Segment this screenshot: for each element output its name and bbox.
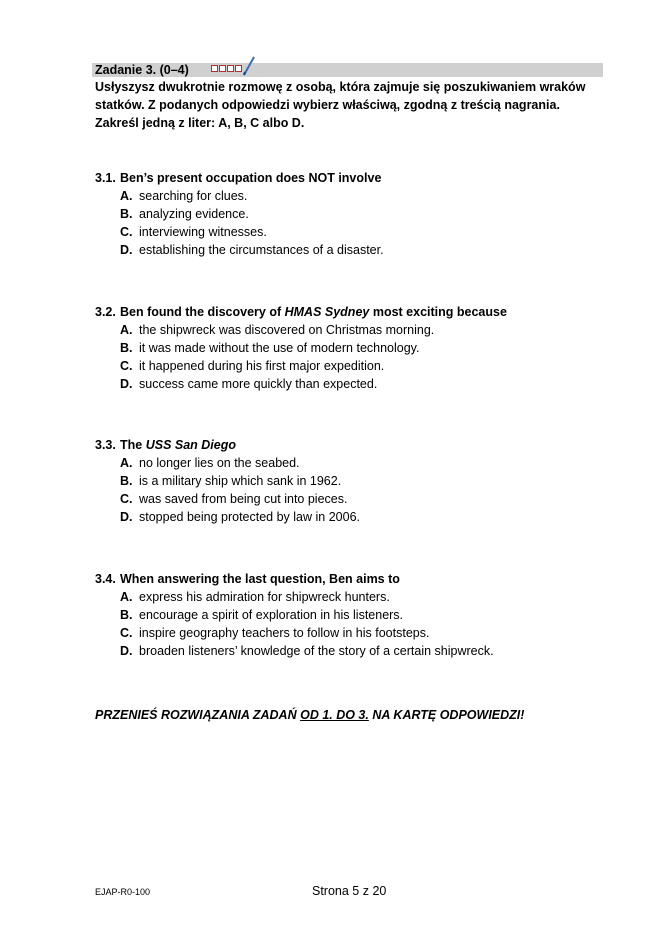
option-text: analyzing evidence. [139,207,249,221]
option-letter[interactable]: B. [120,207,133,221]
option-letter[interactable]: D. [120,243,133,257]
pen-icon [242,55,256,77]
option-letter[interactable]: D. [120,377,133,391]
score-box [219,65,226,72]
option-text: is a military ship which sank in 1962. [139,474,342,488]
option-text: it was made without the use of modern technology. [139,341,420,355]
option-c[interactable] [95,624,615,642]
option-c[interactable] [95,223,615,241]
option-letter[interactable]: B. [120,341,133,355]
option-c[interactable] [95,357,615,375]
score-box [227,65,234,72]
option-letter[interactable]: A. [120,590,133,604]
question-stem [95,570,615,588]
option-b[interactable] [95,606,615,624]
option-text: express his admiration for shipwreck hunters. [139,590,390,604]
page-number: Strona 5 z 20 [312,884,387,898]
option-d[interactable] [95,642,615,660]
option-c[interactable] [95,490,615,508]
option-letter[interactable]: D. [120,644,133,658]
option-text: searching for clues. [139,189,248,203]
option-letter[interactable]: A. [120,189,133,203]
stem-text: Ben found the discovery of [120,305,285,319]
option-text: broaden listeners’ knowledge of the story of a certain shipwreck. [139,644,494,658]
option-text: encourage a spirit of exploration in his listeners. [139,608,404,622]
option-text: was saved from being cut into pieces. [139,492,348,506]
score-box [211,65,218,72]
stem-text-end: most exciting because [369,305,507,319]
task-title: Zadanie 3. (0–4) [95,63,189,77]
question-3-2 [95,303,615,393]
stem-text: Ben’s present occupation does NOT involve [120,171,382,185]
question-3-3 [95,436,615,526]
stem-text: When answering the last question, Ben aims to [120,572,400,586]
option-a[interactable] [95,588,615,606]
option-d[interactable] [95,508,615,526]
question-number: 3.2. [95,305,116,319]
note-task-range: OD 1. DO 3. [300,708,369,722]
task-header [92,63,603,77]
option-text: success came more quickly than expected. [139,377,378,391]
question-number: 3.3. [95,438,116,452]
option-letter[interactable]: A. [120,456,133,470]
note-part-3: NA KARTĘ ODPOWIEDZI! [368,708,525,722]
option-letter[interactable]: C. [120,225,133,239]
document-code: EJAP-R0-100 [95,887,151,897]
option-text: it happened during his first major expedition. [139,359,385,373]
option-text: the shipwreck was discovered on Christmas morning. [139,323,435,337]
option-letter[interactable]: B. [120,474,133,488]
option-text: interviewing witnesses. [139,225,267,239]
option-text: inspire geography teachers to follow in his footsteps. [139,626,430,640]
option-b[interactable] [95,205,615,223]
question-stem [95,169,615,187]
note-part-1: PRZENIEŚ ROZWIĄZANIA ZADAŃ [95,708,301,722]
option-d[interactable] [95,375,615,393]
question-3-4 [95,570,615,660]
option-letter[interactable]: C. [120,626,133,640]
option-a[interactable] [95,321,615,339]
option-b[interactable] [95,339,615,357]
option-a[interactable] [95,187,615,205]
option-letter[interactable]: D. [120,510,133,524]
option-text: establishing the circumstances of a disaster. [139,243,384,257]
ship-name: HMAS Sydney [284,305,370,319]
question-number: 3.4. [95,572,116,586]
score-boxes [211,65,242,72]
ship-name: USS San Diego [145,438,236,452]
option-letter[interactable]: C. [120,359,133,373]
task-instructions: Usłyszysz dwukrotnie rozmowę z osobą, która zajmuje się poszukiwaniem wraków statków. Z podanych odpowiedzi wybierz właściwą, zgodną z treścią nagrania. Zakreśl jedną z liter: A, B, C albo D. [95,80,586,130]
score-box [235,65,242,72]
question-stem [95,303,615,321]
transfer-answers-note [95,706,524,724]
option-letter[interactable]: A. [120,323,133,337]
option-text: stopped being protected by law in 2006. [139,510,360,524]
question-3-1 [95,169,615,259]
option-d[interactable] [95,241,615,259]
stem-text: The [120,438,146,452]
option-letter[interactable]: B. [120,608,133,622]
option-a[interactable] [95,454,615,472]
option-text: no longer lies on the seabed. [139,456,300,470]
option-letter[interactable]: C. [120,492,133,506]
question-number: 3.1. [95,171,116,185]
option-b[interactable] [95,472,615,490]
question-stem [95,436,615,454]
